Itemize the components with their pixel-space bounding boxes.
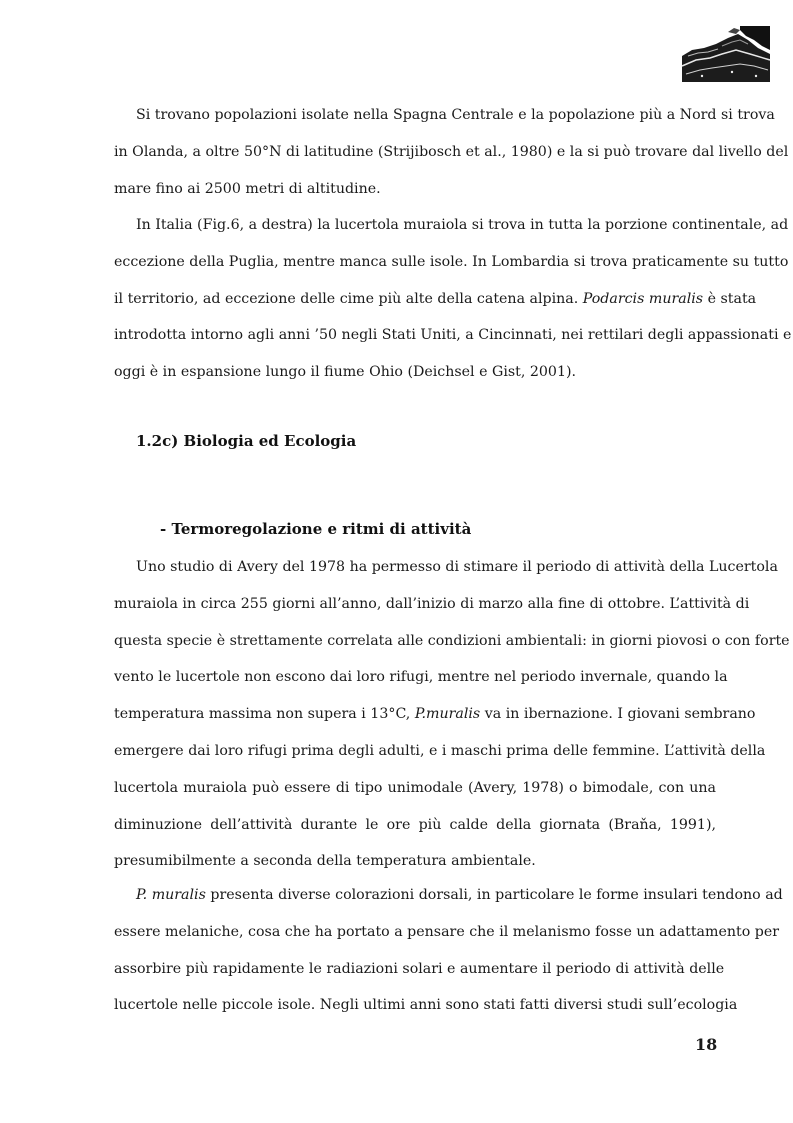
text-line: In Italia (Fig.6, a destra) la lucertola muraiola si trova in tutta la porzione continentale, ad <box>136 217 789 233</box>
subsection-heading: - Termoregolazione e ritmi di attività <box>160 520 472 538</box>
text-line <box>114 696 756 733</box>
text-line: emergere dai loro rifugi prima degli adulti, e i maschi prima delle femmine. L’attività della <box>114 742 766 759</box>
text-line: lucertola muraiola può essere di tipo unimodale (Avery, 1978) o bimodale, con una <box>114 779 716 796</box>
text-line: oggi è in espansione lungo il fiume Ohio (Deichsel e Gist, 2001). <box>114 364 577 381</box>
text-line: presumibilmente a seconda della temperatura ambientale. <box>114 853 536 870</box>
header-logo-image <box>682 26 770 82</box>
text-line: vento le lucertole non escono dai loro rifugi, mentre nel periodo invernale, quando la <box>114 669 728 686</box>
paragraph-activity <box>114 549 790 880</box>
text-line <box>114 877 783 914</box>
paragraph-italy <box>114 207 792 391</box>
text-line: questa specie è strettamente correlata alle condizioni ambientali: in giorni piovosi o con forte <box>114 632 790 649</box>
text-line: Si trovano popolazioni isolate nella Spagna Centrale e la popolazione più a Nord si trova <box>136 107 775 123</box>
text-segment: temperatura massima non supera i 13°C, <box>114 706 411 723</box>
text-segment: va in ibernazione. I giovani sembrano <box>484 706 756 723</box>
text-segment: presenta diverse colorazioni dorsali, in particolare le forme insulari tendono ad <box>210 887 783 903</box>
text-line: Uno studio di Avery del 1978 ha permesso di stimare il periodo di attività della Lucertola <box>136 559 778 575</box>
text-line: in Olanda, a oltre 50°N di latitudine (Strijibosch et al., 1980) e la si può trovare dal livello del <box>114 143 789 160</box>
text-segment: è stata <box>707 290 757 307</box>
paragraph-coloration <box>114 877 783 1024</box>
text-line: mare fino ai 2500 metri di altitudine. <box>114 180 381 197</box>
species-name-italic: P. muralis <box>136 887 206 903</box>
text-line: muraiola in circa 255 giorni all’anno, dall’inizio di marzo alla fine di ottobre. L’attività di <box>114 595 750 612</box>
species-name-italic: P.muralis <box>414 706 481 723</box>
text-line: lucertole nelle piccole isole. Negli ultimi anni sono stati fatti diversi studi sull’ecologia <box>114 997 738 1014</box>
text-line: eccezione della Puglia, mentre manca sulle isole. In Lombardia si trova praticamente su tutto <box>114 253 789 270</box>
species-name-italic: Podarcis muralis <box>582 290 704 307</box>
text-line: essere melaniche, cosa che ha portato a pensare che il melanismo fosse un adattamento per <box>114 923 780 940</box>
text-line: diminuzione dell’attività durante le ore più calde della giornata (Braňa, 1991), <box>114 816 716 833</box>
text-line: assorbire più rapidamente le radiazioni solari e aumentare il periodo di attività delle <box>114 960 725 977</box>
section-heading: 1.2c) Biologia ed Ecologia <box>136 432 357 450</box>
paragraph-distribution <box>114 97 789 207</box>
text-segment: il territorio, ad eccezione delle cime più alte della catena alpina. <box>114 290 579 307</box>
text-line: introdotta intorno agli anni ’50 negli Stati Uniti, a Cincinnati, nei rettilari degli appassionati e <box>114 327 792 344</box>
text-line <box>114 281 757 318</box>
page-number: 18 <box>695 1035 718 1054</box>
